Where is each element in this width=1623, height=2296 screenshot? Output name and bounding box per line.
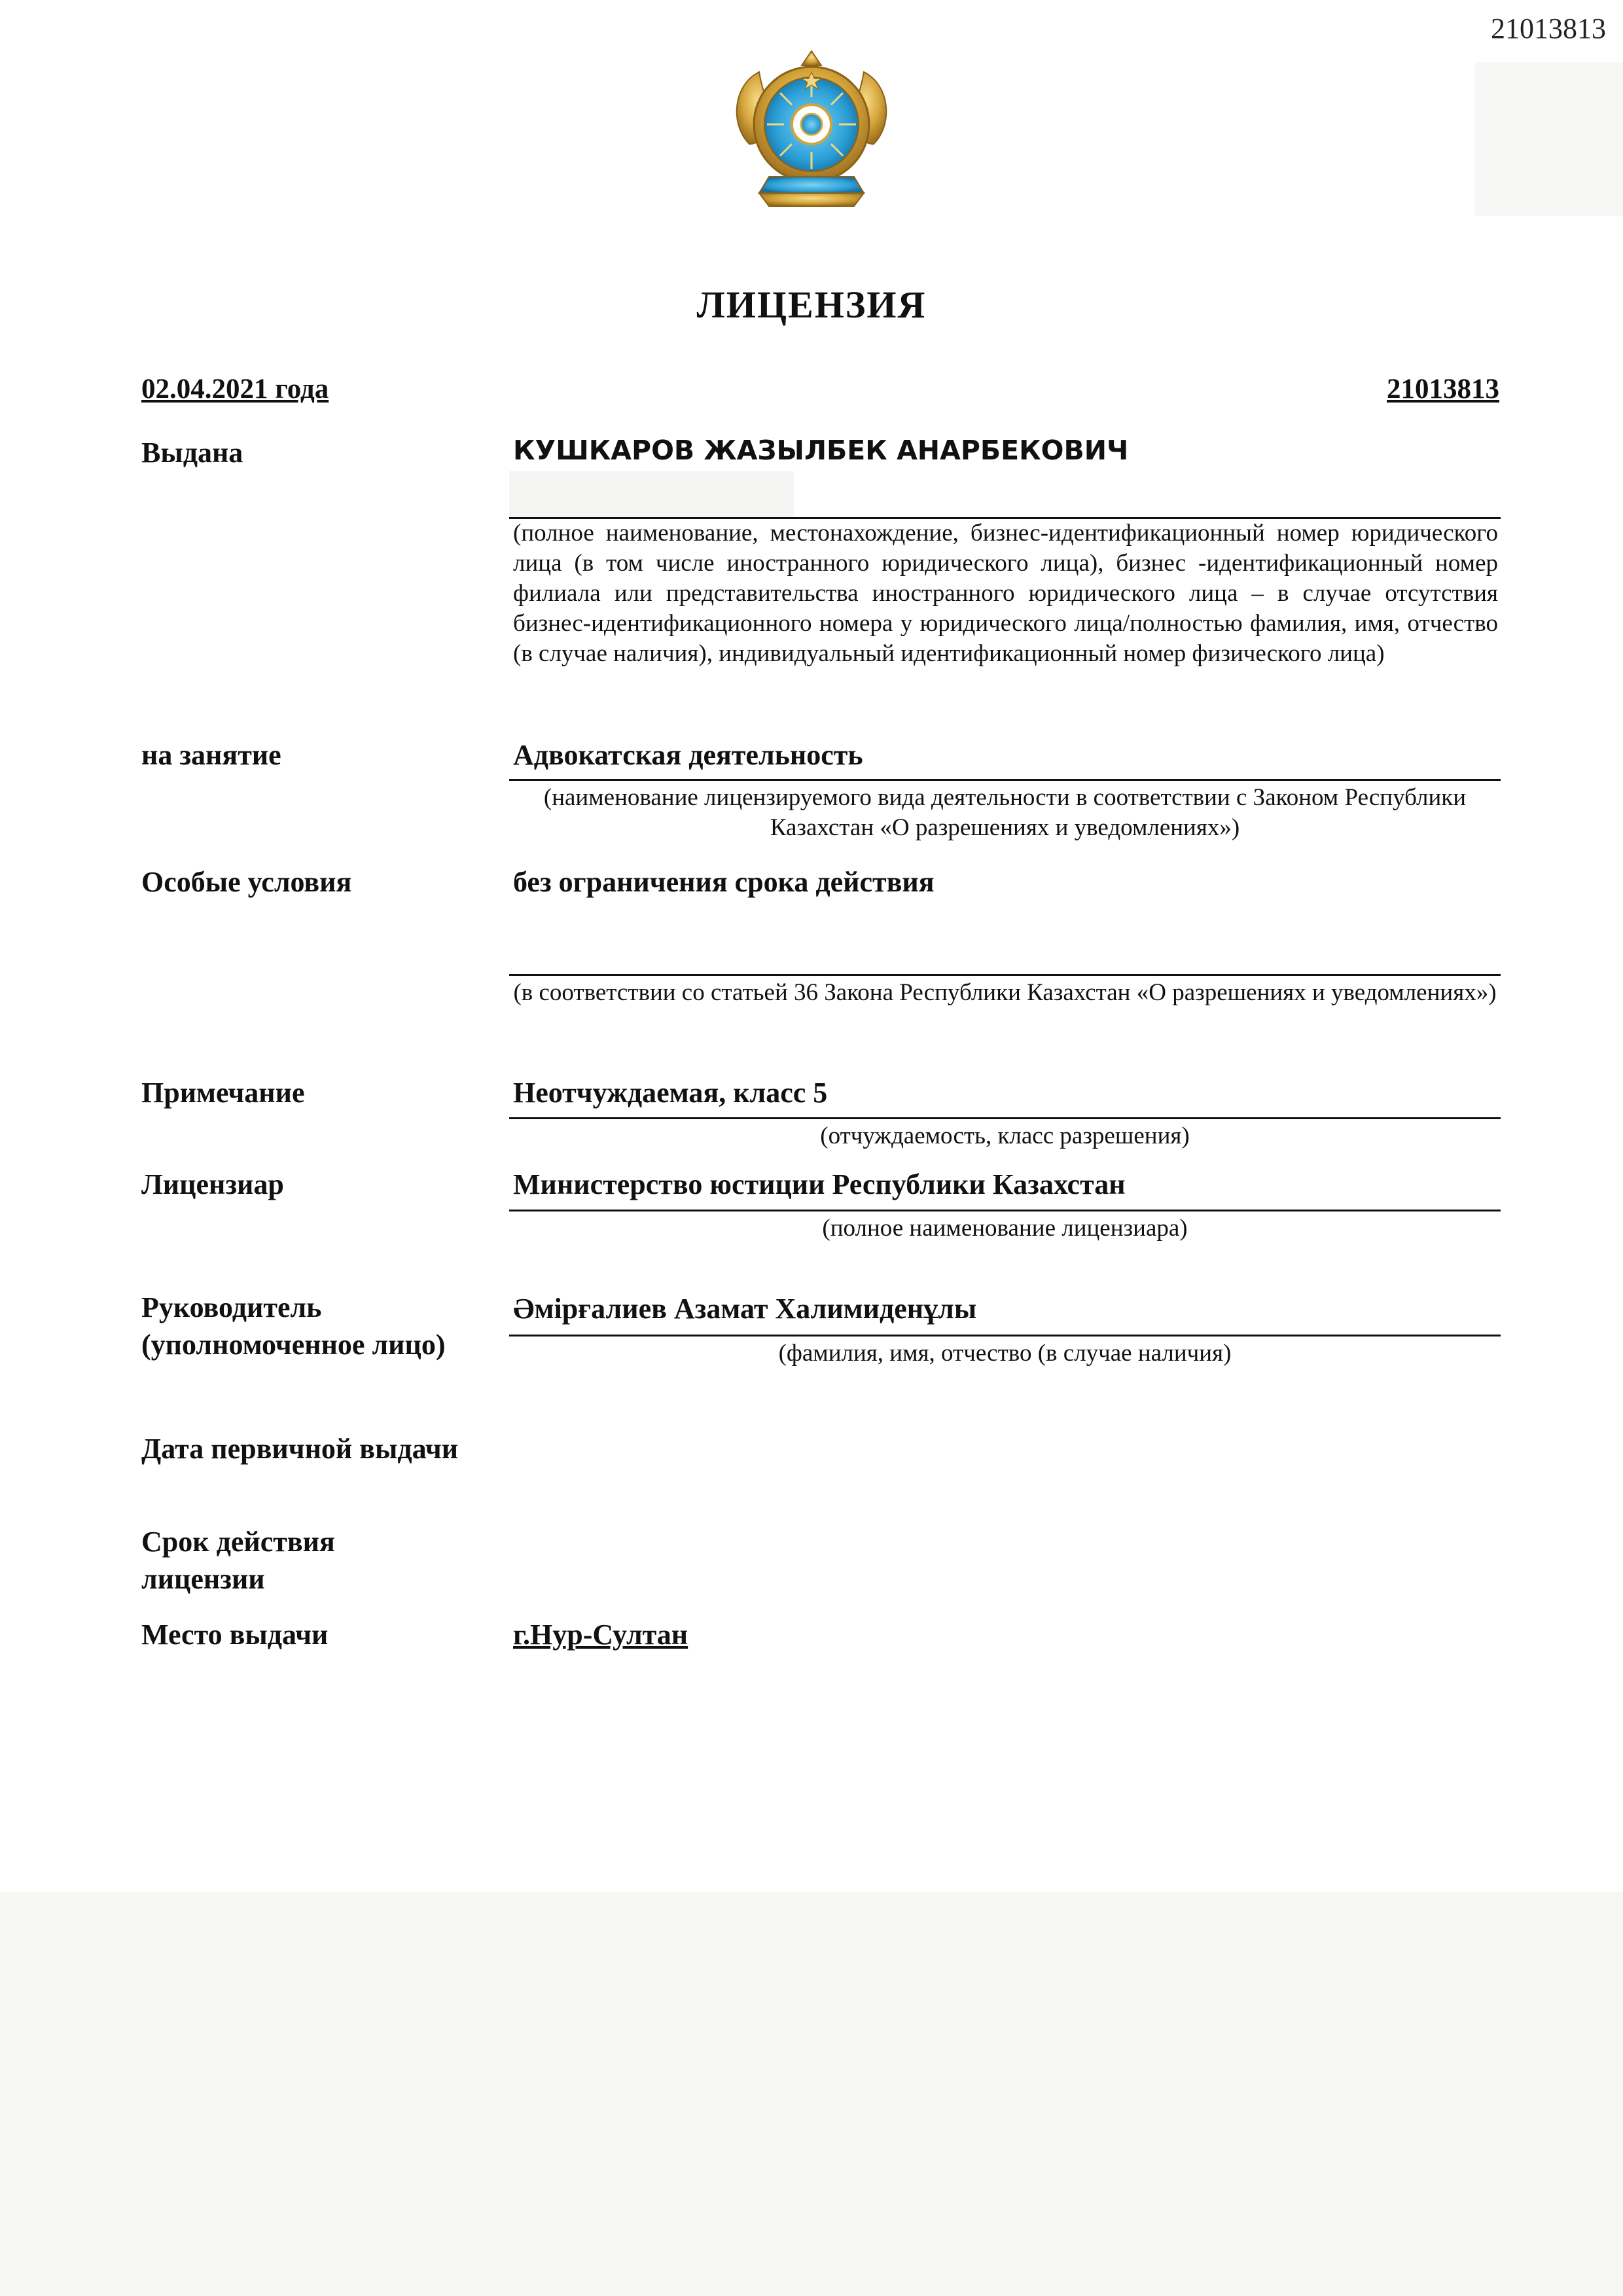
special-conditions-label: Особые условия — [141, 866, 352, 898]
remark-value: Неотчуждаемая, класс 5 — [513, 1077, 828, 1109]
head-underline — [509, 1335, 1501, 1336]
place-value: г.Нур-Султан — [513, 1619, 688, 1651]
license-number: 21013813 — [1387, 374, 1499, 404]
remark-note: (отчуждаемость, класс разрешения) — [820, 1122, 1190, 1149]
issued-to-label: Выдана — [141, 437, 243, 469]
activity-underline — [509, 779, 1501, 781]
redacted-area — [509, 471, 794, 517]
licensor-label: Лицензиар — [141, 1168, 284, 1200]
validity-label-line2: лицензии — [141, 1563, 265, 1595]
place-label: Место выдачи — [141, 1619, 329, 1651]
corner-redaction — [1475, 62, 1623, 216]
head-value: Әмірғалиев Азамат Халимиденұлы — [513, 1293, 977, 1325]
licensor-underline — [509, 1210, 1501, 1211]
activity-note: (наименование лицензируемого вида деятельности в соответствии с Законом Республики Казахстан «О разрешениях и уведомлениях») — [543, 784, 1467, 841]
activity-value: Адвокатская деятельность — [513, 739, 863, 771]
special-conditions-note: (в соответствии со статьей 36 Закона Республики Казахстан «О разрешениях и уведомлениях») — [513, 979, 1497, 1006]
remark-label: Примечание — [141, 1077, 305, 1109]
issued-to-value: КУШКАРОВ ЖАЗЫЛБЕК АНАРБЕКОВИЧ — [513, 435, 1129, 466]
activity-label: на занятие — [141, 739, 281, 771]
head-note: (фамилия, имя, отчество (в случае наличия) — [778, 1340, 1232, 1367]
document-title: ЛИЦЕНЗИЯ — [696, 283, 927, 326]
corner-number: 21013813 — [1491, 12, 1606, 45]
first-issue-date-label: Дата первичной выдачи — [141, 1433, 459, 1465]
special-conditions-underline — [509, 974, 1501, 976]
head-label-line2: (уполномоченное лицо) — [141, 1329, 446, 1361]
state-emblem-icon — [723, 46, 900, 217]
licensor-value: Министерство юстиции Республики Казахстан — [513, 1168, 1126, 1200]
licensor-note: (полное наименование лицензиара) — [822, 1215, 1188, 1242]
issued-to-note: (полное наименование, местонахождение, бизнес-идентификационный номер юридического лица (в том числе иностранного юридического лица), бизнес -идентификационный номер филиала или представительства иностранного юридического лица – в случае отсутствия бизнес-идентификационного номера у юридического лица/полностью фамилия, имя, отчество (в случае наличия), индивидуальный идентификационный номер физического лица) — [513, 520, 1498, 667]
bottom-blank-area — [0, 1892, 1623, 2296]
issue-date: 02.04.2021 года — [141, 374, 329, 404]
head-label-line1: Руководитель — [141, 1291, 322, 1323]
remark-underline — [509, 1117, 1501, 1119]
validity-label-line1: Срок действия — [141, 1526, 335, 1558]
special-conditions-value: без ограничения срока действия — [513, 866, 935, 898]
